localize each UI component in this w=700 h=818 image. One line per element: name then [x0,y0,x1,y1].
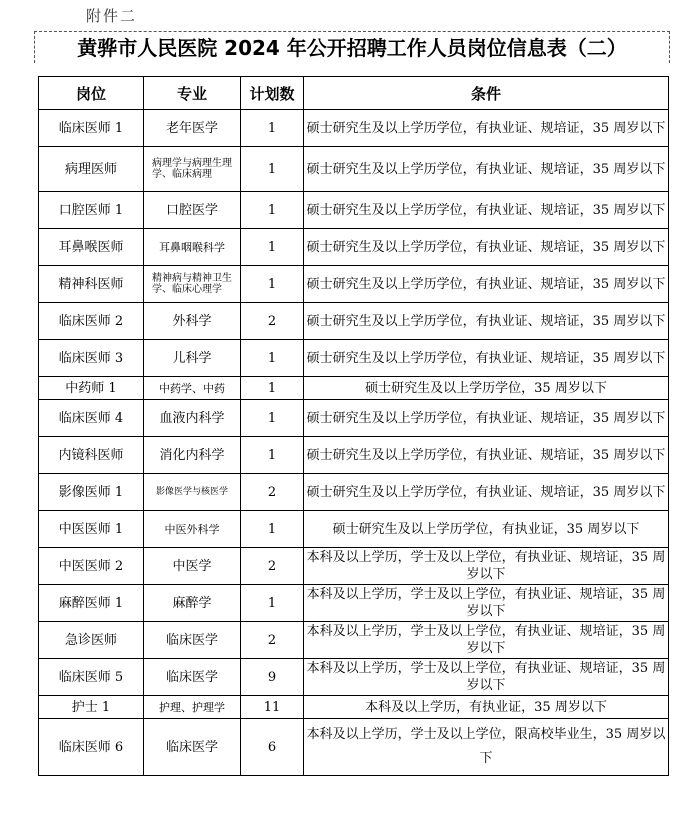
major-cell: 耳鼻咽喉科学 [144,229,241,266]
table-row [39,511,669,548]
count-cell: 1 [241,229,304,266]
major-cell: 中医外科学 [144,511,241,548]
table-row [39,147,669,192]
table-row [39,719,669,776]
major-cell: 外科学 [144,303,241,340]
post-cell: 内镜科医师 [39,437,144,474]
conditions-cell: 硕士研究生及以上学历学位，有执业证、规培证，35 周岁以下 [304,400,669,437]
table-row [39,110,669,147]
count-cell: 1 [241,340,304,377]
conditions-cell: 本科及以上学历，学士及以上学位，有执业证、规培证，35 周岁以下 [304,659,669,696]
count-cell: 2 [241,474,304,511]
major-cell: 临床医学 [144,659,241,696]
conditions-cell: 硕士研究生及以上学历学位，有执业证、规培证，35 周岁以下 [304,229,669,266]
post-cell: 中医医师 1 [39,511,144,548]
count-cell: 2 [241,303,304,340]
count-cell: 1 [241,147,304,192]
conditions-cell: 硕士研究生及以上学历学位，35 周岁以下 [304,377,669,400]
table-row [39,303,669,340]
post-cell: 耳鼻喉医师 [39,229,144,266]
table-row [39,266,669,303]
post-cell: 临床医师 5 [39,659,144,696]
post-cell: 口腔医师 1 [39,192,144,229]
major-cell: 中药学、中药 [144,377,241,400]
conditions-cell: 硕士研究生及以上学历学位，有执业证、规培证，35 周岁以下 [304,303,669,340]
header-major: 专业 [144,77,241,110]
major-cell: 儿科学 [144,340,241,377]
post-cell: 中药师 1 [39,377,144,400]
major-cell: 麻醉学 [144,585,241,622]
conditions-cell: 硕士研究生及以上学历学位，有执业证、规培证，35 周岁以下 [304,437,669,474]
post-cell: 临床医师 4 [39,400,144,437]
table-row [39,400,669,437]
conditions-cell: 硕士研究生及以上学历学位，有执业证、规培证，35 周岁以下 [304,110,669,147]
table-row [39,437,669,474]
conditions-cell: 本科及以上学历，学士及以上学位，有执业证、规培证，35 周岁以下 [304,585,669,622]
major-cell: 临床医学 [144,719,241,776]
table-row [39,474,669,511]
post-cell: 病理医师 [39,147,144,192]
table-row [39,622,669,659]
conditions-cell: 硕士研究生及以上学历学位，有执业证、规培证，35 周岁以下 [304,266,669,303]
header-post: 岗位 [39,77,144,110]
post-cell: 临床医师 6 [39,719,144,776]
conditions-cell: 本科及以上学历，学士及以上学位，有执业证、规培证，35 周岁以下 [304,622,669,659]
post-cell: 临床医师 3 [39,340,144,377]
table-row [39,696,669,719]
header-conditions: 条件 [304,77,669,110]
count-cell: 11 [241,696,304,719]
major-cell: 临床医学 [144,622,241,659]
post-cell: 临床医师 2 [39,303,144,340]
conditions-cell: 本科及以上学历，学士及以上学位，限高校毕业生，35 周岁以下 [304,719,669,776]
count-cell: 1 [241,192,304,229]
post-cell: 护士 1 [39,696,144,719]
post-cell: 急诊医师 [39,622,144,659]
major-cell: 影像医学与核医学 [144,474,241,511]
major-cell: 口腔医学 [144,192,241,229]
major-cell: 精神病与精神卫生学、临床心理学 [144,266,241,303]
positions-table [38,76,669,776]
count-cell: 6 [241,719,304,776]
table-row [39,340,669,377]
conditions-cell: 硕士研究生及以上学历学位，有执业证，35 周岁以下 [304,511,669,548]
table-header-row [39,77,669,110]
major-cell: 血液内科学 [144,400,241,437]
count-cell: 9 [241,659,304,696]
count-cell: 1 [241,400,304,437]
count-cell: 2 [241,548,304,585]
table-row [39,585,669,622]
post-cell: 临床医师 1 [39,110,144,147]
table-row [39,659,669,696]
table-row [39,377,669,400]
conditions-cell: 硕士研究生及以上学历学位，有执业证、规培证，35 周岁以下 [304,147,669,192]
count-cell: 1 [241,585,304,622]
conditions-cell: 本科及以上学历，有执业证，35 周岁以下 [304,696,669,719]
post-cell: 影像医师 1 [39,474,144,511]
count-cell: 2 [241,622,304,659]
major-cell: 护理、护理学 [144,696,241,719]
page-title: 黄骅市人民医院 2024 年公开招聘工作人员岗位信息表（二） [34,31,670,63]
post-cell: 麻醉医师 1 [39,585,144,622]
post-cell: 精神科医师 [39,266,144,303]
count-cell: 1 [241,511,304,548]
count-cell: 1 [241,110,304,147]
conditions-cell: 硕士研究生及以上学历学位，有执业证、规培证，35 周岁以下 [304,340,669,377]
table-row [39,229,669,266]
conditions-cell: 硕士研究生及以上学历学位，有执业证、规培证，35 周岁以下 [304,474,669,511]
table-row [39,192,669,229]
count-cell: 1 [241,437,304,474]
table-row [39,548,669,585]
count-cell: 1 [241,377,304,400]
attachment-label: 附件二 [86,7,138,25]
conditions-cell: 本科及以上学历，学士及以上学位，有执业证、规培证，35 周岁以下 [304,548,669,585]
major-cell: 中医学 [144,548,241,585]
major-cell: 老年医学 [144,110,241,147]
post-cell: 中医医师 2 [39,548,144,585]
major-cell: 消化内科学 [144,437,241,474]
count-cell: 1 [241,266,304,303]
header-count: 计划数 [241,77,304,110]
conditions-cell: 硕士研究生及以上学历学位，有执业证、规培证，35 周岁以下 [304,192,669,229]
major-cell: 病理学与病理生理学、临床病理 [144,147,241,192]
